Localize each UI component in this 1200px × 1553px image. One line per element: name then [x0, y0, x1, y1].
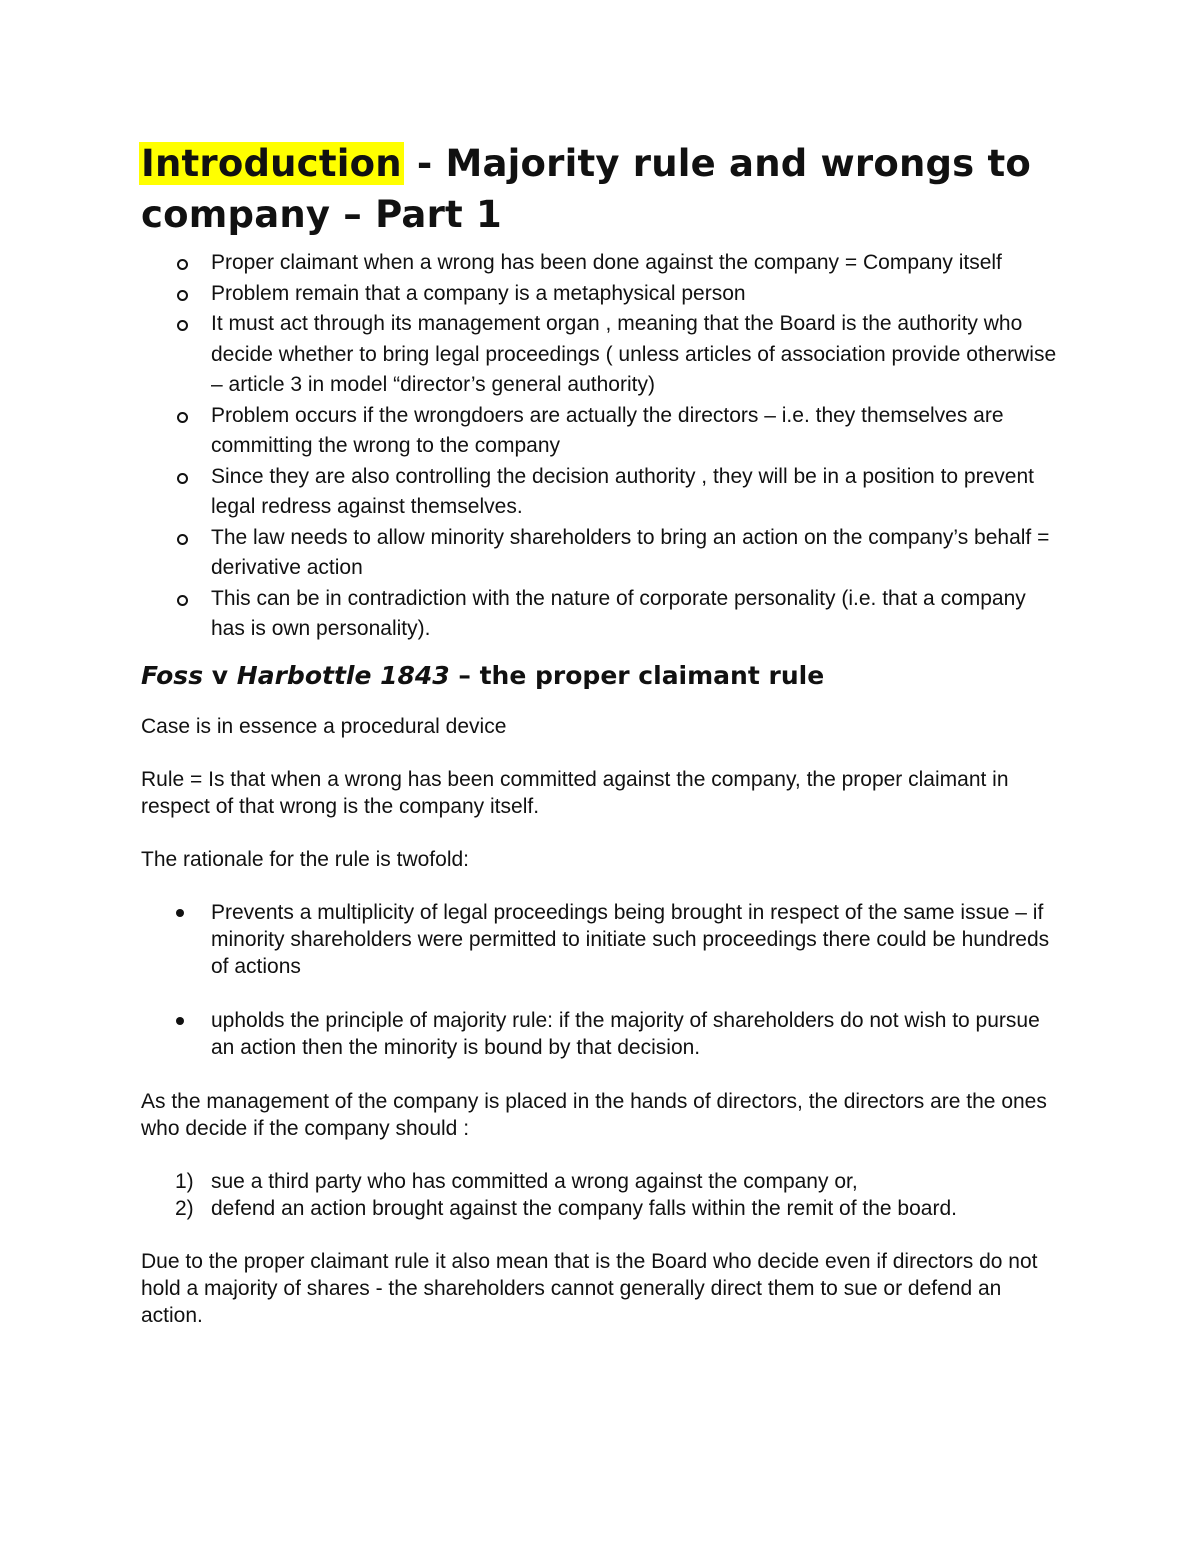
circle-bullet-icon: [177, 473, 188, 484]
document-page: [141, 138, 1061, 1355]
circle-bullet-icon: [177, 320, 188, 331]
document-title: [141, 138, 1061, 240]
circle-bullet-icon: [177, 290, 188, 301]
list-item: 2) defend an action brought against the company falls within the remit of the board.: [175, 1196, 957, 1220]
bullet-dot-icon: [176, 909, 184, 917]
list-item: Prevents a multiplicity of legal proceedings being brought in respect of the same issue – if minority shareholders were permitted to initiate such proceedings there could be hundreds of actions: [141, 899, 1061, 980]
circle-bullet-icon: [177, 259, 188, 270]
list-item: Since they are also controlling the decision authority , they will be in a position to prevent legal redress against themselves.: [141, 462, 1061, 523]
paragraph-board-decides: Due to the proper claimant rule it also mean that is the Board who decide even if directors do not hold a majority of shares - the shareholders cannot generally direct them to sue or defend an action.: [141, 1249, 1038, 1327]
list-item: This can be in contradiction with the nature of corporate personality (i.e. that a company has is own personality).: [141, 584, 1061, 645]
list-item: 1) sue a third party who has committed a wrong against the company or,: [175, 1169, 858, 1193]
title-rest: - Majority rule and wrongs to company – Part 1: [141, 142, 1031, 236]
list-item: It must act through its management organ , meaning that the Board is the authority who decide whether to bring legal proceedings ( unless articles of association provide otherwise – article 3 in model “director’s general authority): [141, 309, 1061, 401]
paragraph-rule: Rule = Is that when a wrong has been committed against the company, the proper claimant in respect of that wrong is the company itself.: [141, 767, 1009, 818]
case-heading: [141, 659, 1061, 693]
rationale-list: [141, 899, 1061, 1061]
list-item: Problem remain that a company is a metaphysical person: [141, 279, 1061, 310]
list-number: 2): [175, 1196, 194, 1220]
case-party-2: Harbottle 1843: [236, 660, 450, 690]
circle-bullet-icon: [177, 595, 188, 606]
case-versus: v: [203, 660, 237, 690]
circle-bullet-icon: [177, 534, 188, 545]
list-item: Proper claimant when a wrong has been done against the company = Company itself: [141, 248, 1061, 279]
paragraph-rationale-intro: The rationale for the rule is twofold:: [141, 847, 470, 871]
list-item: upholds the principle of majority rule: if the majority of shareholders do not wish to pursue an action then the minority is bound by that decision.: [141, 1007, 1061, 1061]
circle-bullet-icon: [177, 412, 188, 423]
case-heading-rest: – the proper claimant rule: [449, 660, 825, 690]
title-highlight: Introduction: [141, 142, 402, 185]
bullet-dot-icon: [176, 1017, 184, 1025]
list-number: 1): [175, 1169, 194, 1193]
paragraph-management: As the management of the company is placed in the hands of directors, the directors are the ones who decide if the company should :: [141, 1089, 1047, 1140]
paragraph-procedural-device: Case is in essence a procedural device: [141, 714, 507, 738]
intro-list: [141, 248, 1061, 645]
numbered-list: [141, 1168, 1061, 1222]
list-item: The law needs to allow minority shareholders to bring an action on the company’s behalf = derivative action: [141, 523, 1061, 584]
case-party-1: Foss: [141, 660, 204, 690]
list-item: Problem occurs if the wrongdoers are actually the directors – i.e. they themselves are committing the wrong to the company: [141, 401, 1061, 462]
